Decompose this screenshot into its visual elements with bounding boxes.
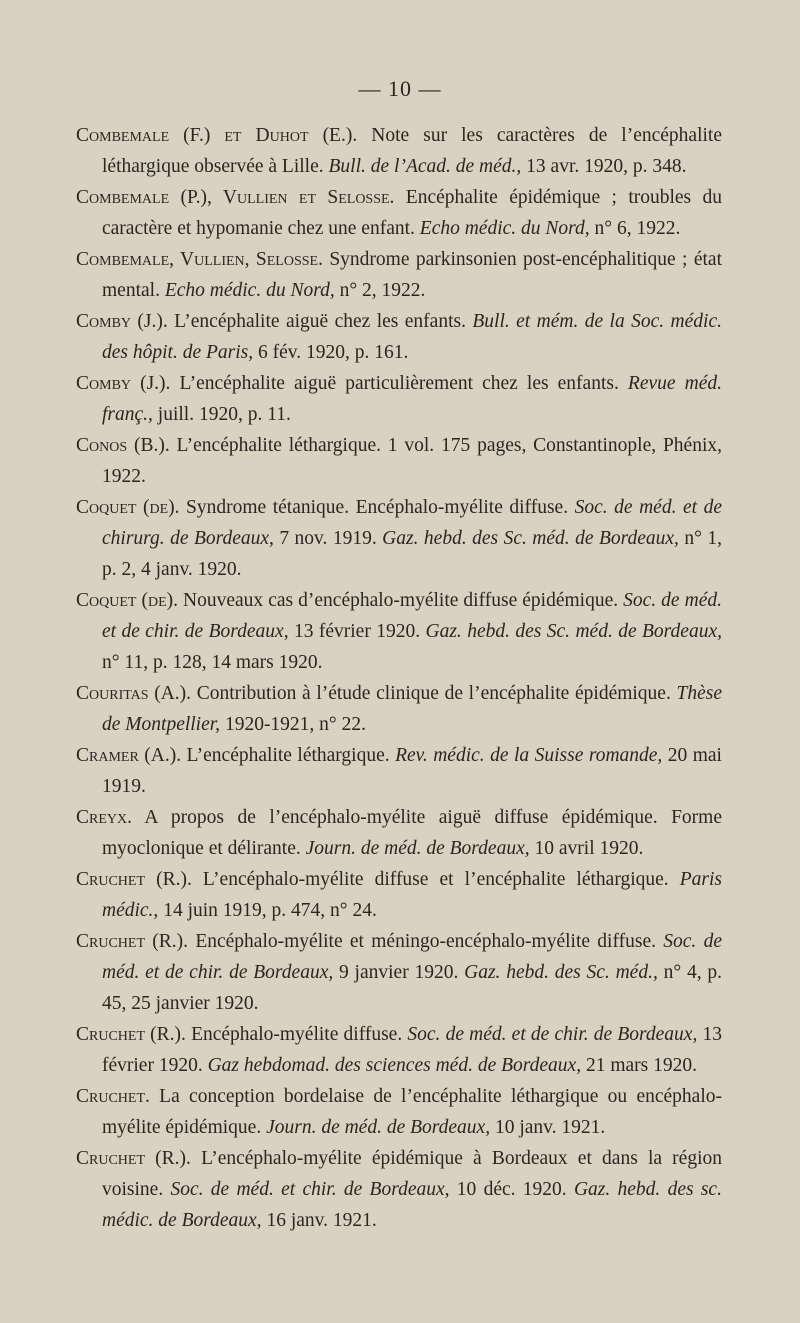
entry-source: Journ. de méd. de Bordeaux, [305, 838, 530, 859]
entry-details-secondary: n° 11, p. 128, 14 mars 1920. [102, 652, 323, 673]
entry-details: 13 février 1920. [102, 1024, 722, 1076]
entry-source: Revue méd. franç., [102, 373, 722, 425]
entry-author: Combemale, Vullien, Selosse. [76, 249, 323, 270]
entry-details: 10 déc. 1920. [449, 1179, 574, 1200]
entry-details-secondary: n° 4, p. 45, 25 janvier 1920. [102, 962, 722, 1014]
entry-text: Contribution à l’étude clinique de l’encéphalite épidémique. [191, 683, 677, 704]
entry-author: Cruchet (R.). [76, 869, 192, 890]
entry-text: La conception bordelaise de l’encéphalite léthargique ou encéphalo-myélite épidémique. [102, 1086, 722, 1138]
entry-source-secondary: Gaz. hebd. des Sc. méd. de Bordeaux, [425, 621, 722, 642]
bibliography-entry [76, 1019, 722, 1081]
entry-source: Rev. médic. de la Suisse romande, [395, 745, 663, 766]
entry-author: Combemale (F.) et Duhot (E.). [76, 125, 358, 146]
entry-details-secondary: 16 janv. 1921. [261, 1210, 377, 1231]
entry-text: Syndrome parkinsonien post-encéphalitique ; état mental. [102, 249, 722, 301]
bibliography-list [76, 120, 722, 1236]
entry-source: Bull. de l’Acad. de méd., [328, 156, 522, 177]
entry-text: Note sur les caractères de l’encéphalite léthargique observée à Lille. [102, 125, 722, 177]
bibliography-entry [76, 802, 722, 864]
entry-text: L’encéphalo-myélite épidémique à Bordeaux et dans la région voisine. [102, 1148, 722, 1200]
entry-text: L’encéphalo-myélite diffuse et l’encéphalite léthargique. [191, 869, 680, 890]
entry-source-secondary: Gaz. hebd. des Sc. méd. de Bordeaux, [382, 528, 679, 549]
bibliography-entry [76, 492, 722, 585]
entry-source: Soc. de méd. et de chir. de Bordeaux, [407, 1024, 698, 1045]
entry-source: Paris médic., [102, 869, 723, 921]
bibliography-entry [76, 306, 722, 368]
entry-details: 9 janvier 1920. [333, 962, 465, 983]
entry-source: Journ. de méd. de Bordeaux, [266, 1117, 491, 1138]
entry-source: Soc. de méd. et de chirurg. de Bordeaux, [102, 497, 722, 549]
entry-author: Cramer (A.). [76, 745, 182, 766]
entry-details: 13 avr. 1920, p. 348. [521, 156, 687, 177]
entry-text: A propos de l’encéphalo-myélite aiguë diffuse épidémique. Forme myoclonique et délirante. [102, 807, 722, 859]
entry-text: Encéphalo-myélite diffuse. [185, 1024, 408, 1045]
entry-text: Encéphalite épidémique ; troubles du caractère et hypomanie chez une enfant. [102, 187, 723, 239]
bibliography-entry [76, 864, 722, 926]
entry-source: Soc. de méd. et de chir. de Bordeaux, [102, 931, 723, 983]
bibliography-entry [76, 678, 722, 740]
entry-details: n° 2, 1922. [334, 280, 426, 301]
page-number: — 10 — [358, 76, 442, 101]
entry-author: Combemale (P.), Vullien et Selosse. [76, 187, 395, 208]
entry-author: Comby (J.). [76, 311, 168, 332]
entry-text: Encéphalo-myélite et méningo-encéphalo-myélite diffuse. [188, 931, 664, 952]
entry-source-secondary: Gaz. hebd. des Sc. méd., [464, 962, 658, 983]
entry-details: 1920-1921, n° 22. [220, 714, 366, 735]
entry-author: Cruchet. [76, 1086, 150, 1107]
entry-author: Coquet (de). [76, 590, 178, 611]
entry-author: Cruchet (R.). [76, 1148, 191, 1169]
bibliography-entry [76, 368, 722, 430]
entry-source-secondary: Gaz hebdomad. des sciences méd. de Bordeaux, [207, 1055, 582, 1076]
entry-text: L’encéphalite léthargique. [181, 745, 396, 766]
entry-details: 6 fév. 1920, p. 161. [253, 342, 409, 363]
entry-details-secondary: n° 1, p. 2, 4 janv. 1920. [102, 528, 722, 580]
entry-source-secondary: Gaz. hebd. des sc. médic. de Bordeaux, [102, 1179, 722, 1231]
bibliography-entry [76, 120, 722, 182]
bibliography-entry [76, 1143, 722, 1236]
entry-source: Echo médic. du Nord, [164, 280, 335, 301]
bibliography-entry [76, 1081, 722, 1143]
entry-text: Nouveaux cas d’encéphalo-myélite diffuse épidémique. [178, 590, 624, 611]
bibliography-entry [76, 926, 722, 1019]
entry-details: 10 avril 1920. [529, 838, 644, 859]
entry-author: Cruchet (R.). [76, 931, 189, 952]
entry-author: Creyx. [76, 807, 132, 828]
entry-details: 7 nov. 1919. [273, 528, 383, 549]
entry-source: Thèse de Montpellier, [102, 683, 722, 735]
entry-text: L’encéphalite léthargique. 1 vol. 175 pages, Constantinople, Phénix, 1922. [102, 435, 722, 487]
entry-author: Coquet (de). [76, 497, 180, 518]
bibliography-entry [76, 430, 722, 492]
entry-details: 13 février 1920. [288, 621, 426, 642]
bibliography-entry [76, 740, 722, 802]
entry-details: n° 6, 1922. [589, 218, 681, 239]
entry-source: Echo médic. du Nord, [419, 218, 590, 239]
entry-author: Comby (J.). [76, 373, 171, 394]
entry-author: Conos (B.). [76, 435, 170, 456]
entry-author: Couritas (A.). [76, 683, 192, 704]
bibliography-entry [76, 182, 722, 244]
entry-author: Cruchet (R.). [76, 1024, 186, 1045]
entry-details-secondary: 21 mars 1920. [581, 1055, 697, 1076]
entry-details: 10 janv. 1921. [490, 1117, 606, 1138]
entry-source: Bull. et mém. de la Soc. médic. des hôpit. de Paris, [102, 311, 722, 363]
entry-source: Soc. de méd. et de chir. de Bordeaux, [102, 590, 722, 642]
entry-text: L’encéphalite aiguë chez les enfants. [167, 311, 473, 332]
entry-text: Syndrome tétanique. Encéphalo-myélite diffuse. [179, 497, 575, 518]
entry-details: 14 juin 1919, p. 474, n° 24. [158, 900, 377, 921]
entry-details: juill. 1920, p. 11. [152, 404, 291, 425]
entry-text: L’encéphalite aiguë particulièrement chez les enfants. [170, 373, 628, 394]
entry-details: 20 mai 1919. [102, 745, 722, 797]
bibliography-entry [76, 585, 722, 678]
bibliography-entry [76, 244, 722, 306]
entry-source: Soc. de méd. et chir. de Bordeaux, [170, 1179, 450, 1200]
